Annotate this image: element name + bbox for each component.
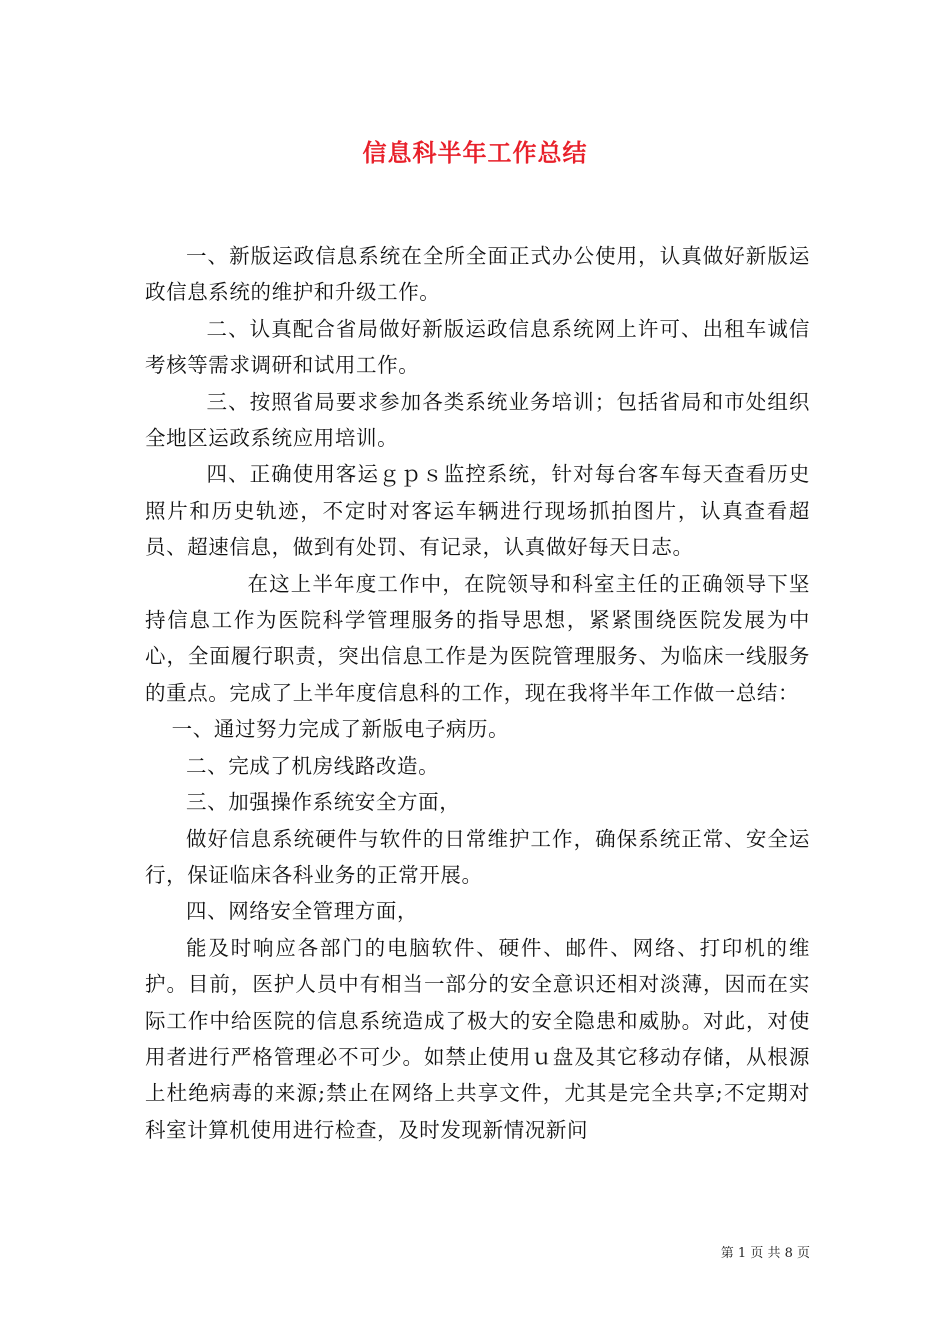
- paragraph-11: 能及时响应各部门的电脑软件、硬件、邮件、网络、打印机的维护。目前，医护人员中有相当一部分的安全意识还相对淡薄，因而在实际工作中给医院的信息系统造成了极大的安全隐患和威胁。对此，对使用者进行严格管理必不可少。如禁止使用ｕ盘及其它移动存储，从根源上杜绝病毒的来源;禁止在网络上共享文件，尤其是完全共享;不定期对科室计算机使用进行检查，及时发现新情况新问: [145, 935, 810, 1142]
- paragraph-6: 一、通过努力完成了新版电子病历。: [171, 717, 510, 742]
- page-number: 第 1 页 共 8 页: [720, 1246, 810, 1261]
- paragraph-4: 四、正确使用客运ｇｐｓ监控系统，针对每台客车每天查看历史照片和历史轨迹，不定时对客运车辆进行现场抓拍图片，认真查看超员、超速信息，做到有处罚、有记录，认真做好每天日志。: [145, 462, 810, 560]
- paragraph-9: 做好信息系统硬件与软件的日常维护工作，确保系统正常、安全运行，保证临床各科业务的正常开展。: [145, 826, 810, 887]
- paragraph-2: 二、认真配合省局做好新版运政信息系统网上许可、出租车诚信考核等需求调研和试用工作。: [145, 316, 810, 378]
- document-title: 信息科半年工作总结: [362, 138, 588, 167]
- paragraph-5: 在这上半年度工作中，在院领导和科室主任的正确领导下坚持信息工作为医院科学管理服务的指导思想，紧紧围绕医院发展为中心，全面履行职责，突出信息工作是为医院管理服务、为临床一线服务的重点。完成了上半年度信息科的工作，现在我将半年工作做一总结：: [145, 571, 810, 705]
- document-body: [145, 238, 810, 1148]
- paragraph-1: 一、新版运政信息系统在全所全面正式办公使用，认真做好新版运政信息系统的维护和升级工作。: [145, 244, 810, 305]
- paragraph-7: 二、完成了机房线路改造。: [186, 753, 440, 778]
- paragraph-10: 四、网络安全管理方面，: [186, 899, 419, 924]
- paragraph-8: 三、加强操作系统安全方面，: [186, 790, 461, 815]
- paragraph-3: 三、按照省局要求参加各类系统业务培训；包括省局和市处组织全地区运政系统应用培训。: [145, 389, 810, 451]
